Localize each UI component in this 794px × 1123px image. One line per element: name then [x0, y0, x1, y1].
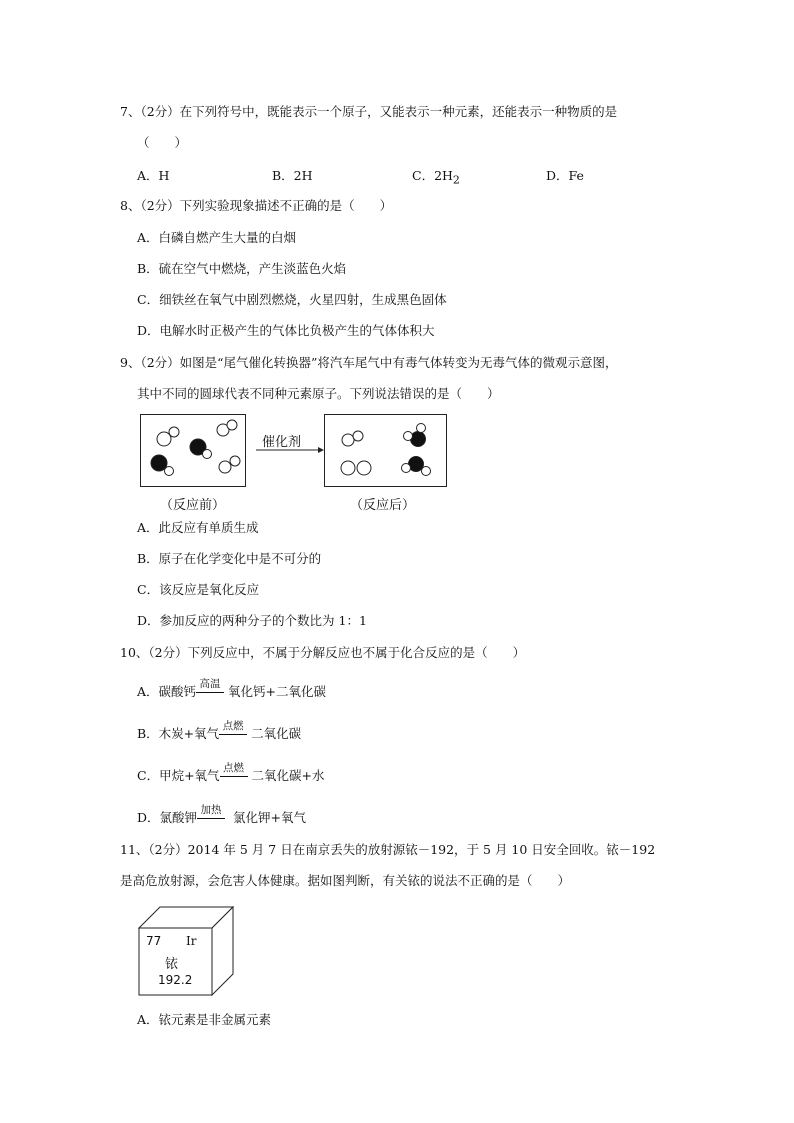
- q8-option-a: A．白磷自燃产生大量的白烟: [137, 230, 297, 245]
- q11-stem-line2: 是高危放射源，会危害人体健康。据如图判断，有关铱的说法不正确的是（ ）: [120, 873, 571, 888]
- q9-stem-line1: 9、（2分）如图是“尾气催化转换器”将汽车尾气中有毒气体转变为无毒气体的微观示意图，: [120, 355, 618, 370]
- q7-option-b: B．2H: [272, 168, 313, 183]
- q10-option-c: [137, 762, 325, 784]
- q10-option-c-reactant: C．甲烷+氧气: [137, 768, 220, 783]
- q8-option-b: B．硫在空气中燃烧，产生淡蓝色火焰: [137, 261, 347, 276]
- element-symbol: Ir: [186, 934, 197, 948]
- q8-stem: 8、（2分）下列实验现象描述不正确的是（ ）: [120, 198, 393, 213]
- q7-option-a: A．H: [137, 168, 170, 183]
- q8-option-c: C．细铁丝在氧气中剧烈燃烧，火星四射，生成黑色固体: [137, 292, 447, 307]
- q10-option-d: [137, 804, 306, 826]
- after-box: [325, 415, 447, 487]
- q10-option-a-product: 氧化钙+二氧化碳: [228, 684, 326, 699]
- q9-stem-line2: 其中不同的圆球代表不同种元素原子。下列说法错误的是（ ）: [137, 386, 500, 401]
- q9-option-a: A．此反应有单质生成: [137, 520, 259, 535]
- q10-option-a-arrow: [196, 678, 224, 700]
- q7-option-c-subscript: 2: [452, 173, 460, 187]
- q10-option-b-arrow: [219, 720, 247, 742]
- q10-option-d-product: 氯化钾+氧气: [232, 810, 306, 825]
- q9-option-b: B．原子在化学变化中是不可分的: [137, 551, 322, 566]
- q10-stem: 10、（2分）下列反应中，不属于分解反应也不属于化合反应的是（ ）: [120, 645, 526, 660]
- q10-option-d-reactant: D．氯酸钾: [137, 810, 198, 825]
- q10-option-a-reactant: A．碳酸钙: [137, 684, 197, 699]
- q10-option-b-reactant: B．木炭+氧气: [137, 726, 220, 741]
- q9-option-d: D．参加反应的两种分子的个数比为 1：1: [137, 613, 367, 628]
- element-atomic-number: 77: [146, 934, 162, 948]
- q10-option-a: [137, 678, 326, 700]
- q10-option-b-condition: 点燃: [222, 720, 244, 732]
- q10-option-d-arrow: [197, 804, 225, 826]
- element-atomic-mass: 192.2: [158, 973, 193, 987]
- q8-option-d: D．电解水时正极产生的气体比负极产生的气体体积大: [137, 323, 435, 338]
- q10-option-c-product: 二氧化碳+水: [251, 768, 325, 783]
- q7-option-d: D．Fe: [546, 168, 584, 183]
- q11-option-a: A．铱元素是非金属元素: [137, 1012, 272, 1027]
- before-caption: （反应前）: [160, 498, 226, 513]
- q10-option-a-condition: 高温: [199, 678, 221, 690]
- q7-option-c: C．$2H_2$: [412, 168, 460, 187]
- q7-answer-paren: （ ）: [137, 135, 188, 150]
- element-name: 铱: [165, 957, 179, 972]
- q10-option-b-product: 二氧化碳: [251, 726, 302, 741]
- catalyst-label: 催化剂: [262, 435, 302, 450]
- q7-stem: 7、（2分）在下列符号中，既能表示一个原子，又能表示一种元素，还能表示一种物质的是: [120, 104, 618, 119]
- q10-option-d-condition: 加热: [200, 804, 222, 816]
- q10-option-c-condition: 点燃: [223, 762, 245, 774]
- arrow-head-icon: [318, 447, 324, 453]
- reaction-diagram: [140, 412, 450, 492]
- after-caption: （反应后）: [350, 498, 416, 513]
- q10-option-c-arrow: [220, 762, 248, 784]
- q11-stem-line1: 11、（2分）2014 年 5 月 7 日在南京丢失的放射源铱－192，于 5 月 10 日安全回收。铱－192: [120, 842, 656, 857]
- q10-option-b: [137, 720, 302, 742]
- q9-option-c: C．该反应是氧化反应: [137, 582, 260, 597]
